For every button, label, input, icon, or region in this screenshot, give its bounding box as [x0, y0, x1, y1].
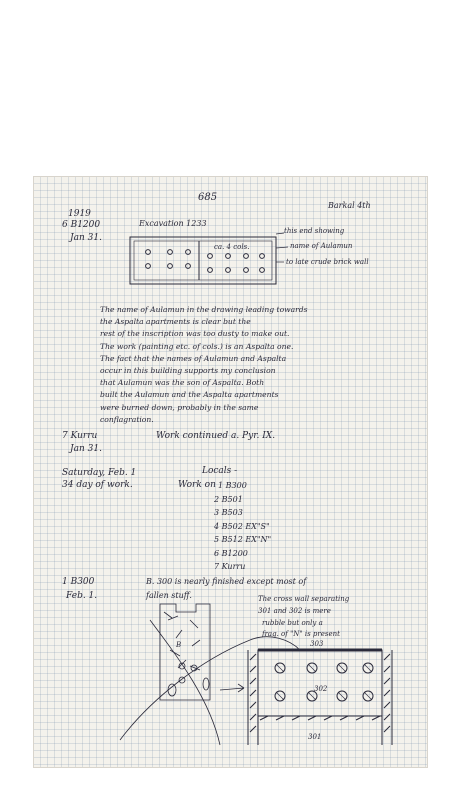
- work-list-item: 6 B1200: [214, 548, 248, 558]
- entry4-line2: fallen stuff.: [146, 591, 192, 600]
- sketch-note-bottom: to late crude brick wall: [286, 258, 369, 266]
- entry4-date: Feb. 1.: [66, 591, 98, 601]
- sketch-note-top: this end showing: [284, 227, 345, 235]
- entry2-item: 7 Kurru: [62, 431, 98, 441]
- work-list-item: 4 B502 EX"S": [214, 521, 270, 531]
- entry3-heading: Locals -: [202, 466, 238, 476]
- rubble-sketch: [120, 604, 300, 745]
- entry3-work-on: Work on: [178, 480, 216, 490]
- page-number: 685: [198, 192, 218, 203]
- entry4-line1: B. 300 is nearly finished except most of: [146, 577, 307, 586]
- work-list-item: 3 B503: [214, 508, 243, 517]
- paragraph-line: The work (painting etc. of cols.) is an Aspalta one.: [100, 341, 294, 351]
- excavation-plan-sketch: [130, 233, 288, 284]
- corner-label: B: [176, 641, 182, 649]
- entry4-item: 1 B300: [62, 577, 95, 587]
- paragraph-line: built the Aulamun and the Aspalta apartments: [100, 390, 279, 400]
- work-list-item: 7 Kurru: [214, 562, 246, 571]
- entry3-date-line1: Saturday, Feb. 1: [62, 468, 137, 478]
- entry4-note-2: 301 and 302 is mere: [258, 607, 331, 615]
- paragraph-line: The name of Aulamun in the drawing leading towards: [100, 305, 308, 314]
- header-note: Barkal 4th: [328, 201, 371, 210]
- paragraph-line: The fact that the names of Aulamun and Aspalta: [100, 353, 287, 363]
- paragraph-line: rest of the inscription was too dusty to make out.: [100, 329, 290, 339]
- entry4-note-3: rubble but only a: [262, 619, 323, 627]
- entry4-note-4: frag. of "N" is present: [262, 630, 340, 638]
- work-list-item: 2 B501: [214, 494, 243, 504]
- paragraph-line: conflagration.: [100, 414, 154, 424]
- paragraph-line: the Aspalta apartments is clear but the: [100, 317, 251, 327]
- room-303-label: 303: [310, 640, 324, 648]
- entry4-note-1: The cross wall separating: [258, 595, 350, 603]
- room-plan-sketch: [248, 650, 392, 745]
- paragraph-line: occur in this building supports my conclusion: [100, 366, 276, 376]
- entry3-date-line2: 34 day of work.: [62, 480, 133, 490]
- entry1-item: 6 B1200: [62, 220, 101, 230]
- work-list-item: 5 B512 EX"N": [214, 535, 272, 544]
- entry2-date: Jan 31.: [70, 444, 102, 454]
- sketch-note-mid: name of Aulamun: [290, 242, 353, 250]
- entry1-date: Jan 31.: [70, 233, 102, 243]
- room-302-label: 302: [314, 685, 328, 693]
- work-list-item: 1 B300: [218, 481, 247, 490]
- sketch-label: ca. 4 cols.: [214, 243, 250, 251]
- entry1-year: 1919: [68, 209, 91, 219]
- paragraph-line: that Aulamun was the son of Aspalta. Both: [100, 378, 265, 388]
- room-301-label: 301: [308, 733, 322, 741]
- entry1-title: Excavation 1233: [139, 219, 207, 228]
- entry2-text: Work continued a. Pyr. IX.: [156, 431, 276, 441]
- paragraph-line: were burned down, probably in the same: [100, 402, 259, 412]
